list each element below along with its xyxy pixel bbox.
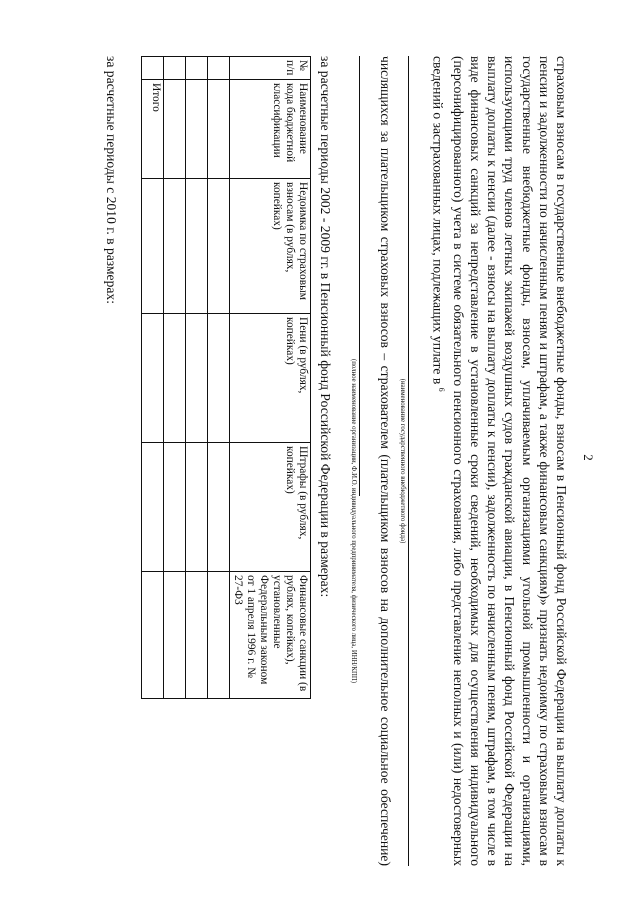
section-2002-2009-title: за расчетные периоды 2002 - 2009 гг. в Пенсионный фонд Российской Федерации в размерах: xyxy=(318,56,334,598)
header-number: № п/п xyxy=(230,57,311,80)
table-row xyxy=(186,57,208,699)
header-penalties: Пени (в рублях, копейках) xyxy=(230,314,311,443)
table-header-row xyxy=(230,57,311,699)
header-arrears: Недоимка по страховым взносам (в рублях, копейках) xyxy=(230,179,311,314)
paragraph-1 xyxy=(429,56,570,866)
total-label: Итого xyxy=(142,80,164,179)
table-row xyxy=(208,57,230,699)
section-2010-title: за расчетные периоды с 2010 г. в размерах: xyxy=(104,56,120,304)
header-fines: Штрафы (в рублях, копейках) xyxy=(230,443,311,572)
header-financial-sanctions: Финансовые санкции (в рублях, копейках), установленные Федеральным законом от 1 апреля 1996 г. № 27-ФЗ xyxy=(230,572,311,699)
arrears-table xyxy=(141,56,311,699)
footnote-mark: 6 xyxy=(436,387,446,392)
header-bcc-name: Наименование кода бюджетной классификации xyxy=(230,80,311,179)
rotated-content xyxy=(20,30,610,885)
payer-name-field xyxy=(359,56,372,496)
paragraph-1-text: страховым взносам в государственные внебюджетные фонды, взносам в Пенсионный фонд Российской Федерации на выплату доплаты к пенсии и задолженности по начисленным пеням и штрафам, а также финансовым санкциям)» признать недоимку по страховым взносам в государственные внебюджетные фонды, взносам, уплачиваемым организациями угольной промышленности и организациями, использующими труд членов летных экипажей воздушных судов гражданской авиации, в Пенсионный фонд Российской Федерации на выплату доплаты к пенсии (далее - взносы на выплату доплаты к пенсии), задолженность по начисленным пеням, штрафам, в том числе в виде финансовых санкций за непредставление в установленные сроки сведений, необходимых для осуществления индивидуального (персонифицированного) учета в системе обязательного пенсионного страхования, либо представление неполных и (или) недостоверных сведений о застрахованных лицах, подлежащих уплате в xyxy=(430,56,569,866)
paragraph-2 xyxy=(359,56,393,866)
fund-name-caption: (наименование государственного внебюджетного фонда) xyxy=(398,378,406,544)
table-row xyxy=(164,57,186,699)
payer-name-caption: (полное наименование организации, Ф.И.О. индивидуального предпринимателя, физического лица, ИНН/КПП) xyxy=(350,358,358,684)
fund-name-field xyxy=(408,56,423,866)
document-body xyxy=(103,56,570,866)
page-number: 2 xyxy=(581,454,596,461)
paragraph-2-text: числящихся за плательщиком страховых взносов – страхователем (плательщиком взносов на дополнительное социальное обеспечение) xyxy=(377,56,393,866)
table-total-row xyxy=(142,57,164,699)
